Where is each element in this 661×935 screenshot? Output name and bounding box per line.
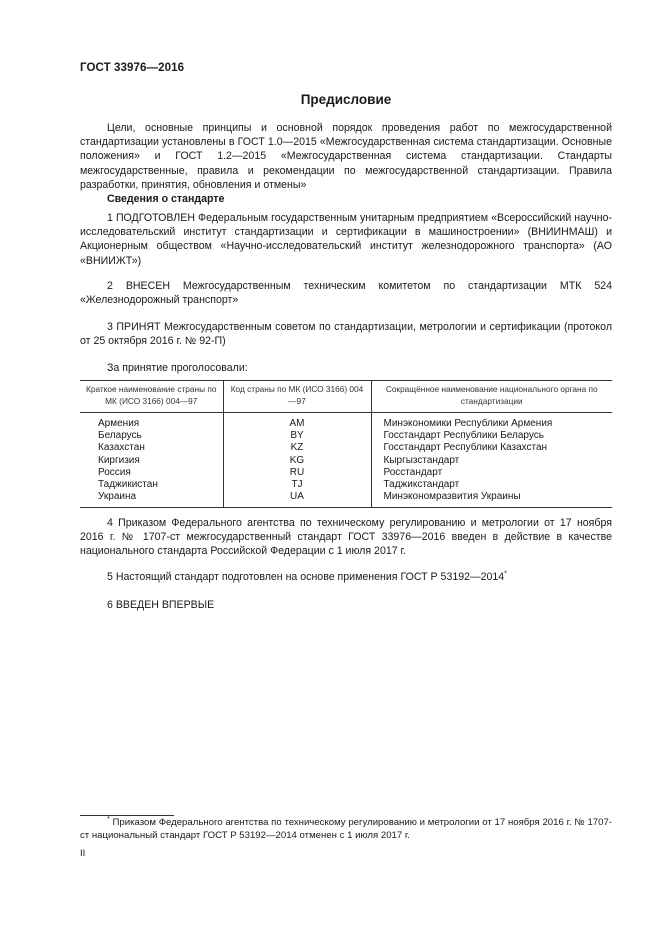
code-cell: BY [223,430,371,442]
table-row [80,479,612,491]
authority-cell: Минэкономики Республики Армения [371,413,612,431]
item-6-introduced: 6 ВВЕДЕН ВПЕРВЫЕ [107,599,215,611]
country-cell: Украина [80,491,223,508]
footnote-reference[interactable]: * [504,570,507,578]
code-cell: KZ [223,442,371,454]
authority-cell: Минэкономразвития Украины [371,491,612,508]
country-cell: Таджикистан [98,479,158,491]
footnote-mark: * [107,815,110,823]
intro-paragraph: Цели, основные принципы и основной порядок проведения работ по межгосударственной стандартизации установлены в ГОСТ 1.0—2015 «Межгосударственная система стандартизации. Основные положения» и ГОСТ 1.2—2015 «Межгосударственная система стандартизации. Стандарты межгосударственные, правила и рекомендации по межгосударственной стандартизации. Правила разработки, принятия, обновления и отмены» [80,122,612,191]
authority-cell: Таджикстандарт [371,479,612,491]
item-2-submitted: 2 ВНЕСЕН Межгосударственным техническим комитетом по стандартизации МТК 524 «Железнодорожный транспорт» [80,280,612,307]
country-cell: Россия [98,466,131,478]
page-number: II [80,848,86,859]
code-cell: TJ [223,479,371,491]
table-row [80,413,612,431]
country-cell: Армения [98,418,140,429]
member-states-table [80,380,612,508]
column-header-country: Краткое наименование страны по МК (ИСО 3166) 004—97 [80,381,223,413]
column-header-code: Код страны по МК (ИСО 3166) 004—97 [223,381,371,413]
item-4-order: 4 Приказом Федерального агентства по техническому регулированию и метрологии от 17 ноября 2016 г. № 1707-ст межгосударственный стандарт ГОСТ 33976—2016 введен в действие в качестве национального стандарта Российской Федерации с 1 июля 2017 г. [80,517,612,558]
authority-cell: Госстандарт Республики Казахстан [371,442,612,454]
code-cell: UA [223,491,371,508]
column-header-authority: Сокращённое наименование национального органа по стандартизации [371,381,612,413]
item-3-adopted: 3 ПРИНЯТ Межгосударственным советом по стандартизации, метрологии и сертификации (протокол от 25 октября 2016 г. № 92-П) [80,321,612,348]
code-cell: AM [223,413,371,431]
country-cell: Казахстан [98,442,145,454]
code-cell: KG [223,455,371,467]
table-row [80,491,612,508]
code-cell: RU [223,467,371,479]
vote-label: За принятие проголосовали: [107,362,248,374]
table-row [80,467,612,479]
table-header-row [80,381,612,413]
page-title: Предисловие [300,92,392,107]
footnote-divider [80,815,174,816]
table-row [80,442,612,454]
country-cell: Беларусь [98,430,142,442]
authority-cell: Госстандарт Республики Беларусь [371,430,612,442]
footnote [80,817,612,842]
document-header: ГОСТ 33976—2016 [80,62,185,74]
footnote-text: Приказом Федерального агентства по техническому регулированию и метрологии от 17 ноября 2016 г. № 1707-ст национальный стандарт ГОСТ Р 53192—2014 отменен с 1 июля 2017 г. [80,817,612,841]
authority-cell: Кыргызстандарт [371,455,612,467]
item-1-prepared: 1 ПОДГОТОВЛЕН Федеральным государственным унитарным предприятием «Всероссийский научно-исследовательский институт стандартизации и сертификации в машиностроении» (ВНИИНМАШ) и Акционерным обществом «Научно-исследовательский институт железнодорожного транспорта» (АО «ВНИИЖТ») [80,212,612,267]
item-5-text: 5 Настоящий стандарт подготовлен на основе применения ГОСТ Р 53192—2014 [107,571,505,583]
country-cell: Киргизия [98,454,140,466]
authority-cell: Росстандарт [371,467,612,479]
item-5-basis [80,570,612,584]
table-row [80,455,612,467]
section-subtitle: Сведения о стандарте [107,193,225,205]
table-row [80,430,612,442]
